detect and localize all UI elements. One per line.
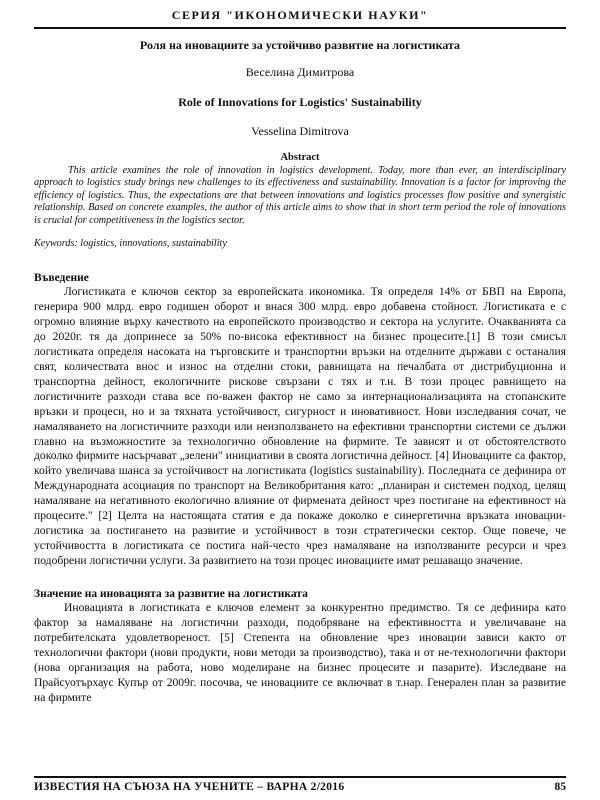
keywords: Keywords: logistics, innovations, sustainability: [34, 238, 227, 250]
section-heading-introduction: Въведение: [34, 272, 89, 284]
abstract-text: This article examines the role of innovation in logistics development. Today, more than ever, an interdisciplinary approach to logistics study brings new challenges to its effectiveness and sustainability. Innovation is a factor for improving the efficiency of logistics. Thus, the expectations are that between innovations and logistics processes flow positive and synergistic relationship. Based on concrete examples, the author of this article aims to show that in short term period the role of innovations is crucial for competitiveness in the logistics sector.: [34, 165, 566, 226]
abstract-heading: Abstract: [280, 152, 320, 163]
article-titles: [34, 38, 566, 139]
innovation-paragraph: Иновацията в логистиката е ключов елемент за конкурентно предимство. Тя се дефинира като фактор за намаляване на логистични разходи, подобряване на ефективността и увеличаване на потребителската удовлетвореност. [5] Степента на обновление чрез иновации зависи както от технологични фактори (нови продукти, нови методи за производство), така и от не-технологични фактори (нова организация на работа, ново моделиране на бизнес процесите и пазарите). Изследване на Прайсуотърхаус Купър от 2009г. посочва, че иновациите се включват в т.нар. Генерален план за развитие на фирмите: [34, 601, 566, 704]
page-number: 85: [554, 781, 566, 793]
journal-footer: ИЗВЕСТИЯ НА СЪЮЗА НА УЧЕНИТЕ – ВАРНА 2/2016: [34, 781, 345, 793]
abstract-section: [34, 152, 566, 250]
article-title-bg: Роля на иновациите за устойчиво развитие на логистиката: [139, 38, 461, 52]
footer-divider: [34, 776, 566, 778]
article-body: [34, 271, 566, 706]
section-heading-innovation: Значение на иновацията за развитие на логистиката: [34, 588, 308, 601]
introduction-paragraph: Логистиката е ключов сектор за европейската икономика. Тя определя 14% от БВП на Европа, генерира 900 млрд. евро годишен оборот и внася 300 млрд. евро добавена стойност. Логистиката е с огромно влияние върху качеството на европейското производство и сектора на услугите. Очакванията са до 2020г. тя да допринесе за 50% по-висока ефективност на бизнес процесите.[1] В този смисъл логистиката определя насоката на търговските и транспортни връзки на отделните държави с останалия свят, количествата внос и износ на отделни стоки, равнищата на печалбата от дистрибуционна и транспортна дейност, екологичните рискове свързани с тях и т.н. В този процес равнището на логистичните разходи става все по-важен фактор не само за интернационализацията на стопанските връзки и процеси, но и за тяхната устойчивост, сигурност и иновативност. Нови изследвания сочат, че намаляването на логистичните разходи или неизползването на ефективни транспортни системи се дължи главно на възможностите за технологично обновление на фирмите. Те зависят и от обстоятелството доколко фирмите насърчават „зелени" инициативи в своята логистична дейност. [4] Иновациите са фактор, който увеличава шанса за устойчивост на логистиката (logistics sustainability). Последната се дефинира от Международната асоциация по транспорт на Великобритания като: „планиран и системен подход, целящ намаляване на негативното екологично влияние от фирмената дейност чрез постигане на ефективност на процесите." [2] Целта на настоящата статия е да покаже доколко е синергетична връзката иновации-логистика за постигането на развитие и устойчивост в този стратегически сектор. Още повече, че устойчивостта в логистиката се постига най-често чрез намаляване на използваните ресурси и чрез подобрени логистични услуги. За развитието на този процес иновациите имат решаващо значение.: [34, 285, 566, 568]
series-header: СЕРИЯ "ИКОНОМИЧЕСКИ НАУКИ": [34, 8, 566, 29]
article-title-en: Role of Innovations for Logistics' Sustainability: [178, 95, 422, 109]
author-name-en: Vesselina Dimitrova: [251, 124, 349, 138]
author-name-bg: Веселина Димитрова: [245, 65, 355, 79]
